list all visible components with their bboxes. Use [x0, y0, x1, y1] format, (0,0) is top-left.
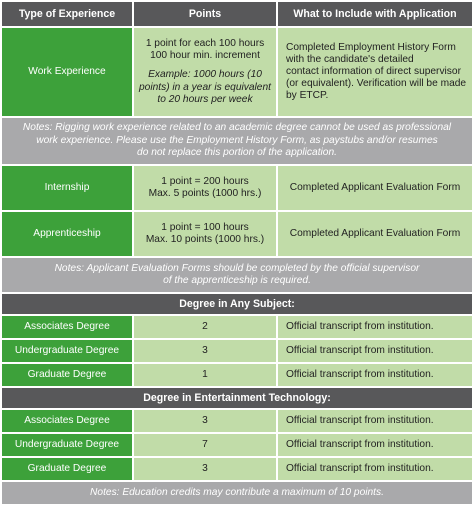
work-experience-points: [134, 28, 276, 116]
note1-line-2: work experience. Please use the Employment History Form, as paystubs and/or resumes: [36, 134, 438, 146]
table-row: [2, 434, 472, 456]
work-include-line-4: (or equivalent). Verification will be made: [286, 78, 467, 90]
note-education-credits: [2, 482, 472, 504]
work-example-line-2: points) in a year is equivalent: [139, 81, 271, 93]
degree-type: Associates Degree: [2, 316, 132, 338]
degree-type: Graduate Degree: [2, 458, 132, 480]
apprenticeship-points: [134, 212, 276, 256]
degree-type: Associates Degree: [2, 410, 132, 432]
apprenticeship-row: [2, 212, 472, 256]
degree-points: 3: [134, 458, 276, 480]
work-include-line-5: by ETCP.: [286, 90, 329, 102]
header-what-to-include: What to Include with Application: [278, 2, 472, 26]
degree-points: 3: [134, 340, 276, 362]
table-row: [2, 458, 472, 480]
degree-type: Undergraduate Degree: [2, 340, 132, 362]
degree-type: Undergraduate Degree: [2, 434, 132, 456]
internship-type: Internship: [2, 166, 132, 210]
degree-include: Official transcript from institution.: [278, 434, 472, 456]
note3-line-1: Notes: Education credits may contribute a maximum of 10 points.: [90, 486, 384, 498]
degree-points: 1: [134, 364, 276, 386]
header-row: [2, 2, 472, 26]
work-experience-row: [2, 28, 472, 116]
header-type-of-experience: Type of Experience: [2, 2, 132, 26]
degree-include: Official transcript from institution.: [278, 364, 472, 386]
note2-line-2: of the apprenticeship is required.: [163, 275, 311, 286]
degree-points: 2: [134, 316, 276, 338]
experience-points-table: [2, 2, 472, 510]
note2-line-1: Notes: Applicant Evaluation Forms should be completed by the official supervisor: [54, 262, 420, 274]
table-row: [2, 340, 472, 362]
degree-include: Official transcript from institution.: [278, 458, 472, 480]
apprenticeship-include: Completed Applicant Evaluation Form: [278, 212, 472, 256]
note1-line-1: Notes: Rigging work experience related to an academic degree cannot be used as professional: [22, 122, 452, 134]
table-row: [2, 364, 472, 386]
table-row: [2, 316, 472, 338]
apprenticeship-points-line-2: Max. 10 points (1000 hrs.): [145, 234, 265, 245]
work-example-line-3: to 20 hours per week: [157, 93, 253, 105]
degree-points: 7: [134, 434, 276, 456]
work-include-line-3: contact information of direct supervisor: [286, 65, 461, 77]
section-title-entertainment-technology: Degree in Entertainment Technology:: [2, 388, 472, 408]
work-points-line-1: 1 point for each 100 hours: [145, 38, 265, 50]
internship-row: [2, 166, 472, 210]
table-row: [2, 410, 472, 432]
note1-line-3: do not replace this portion of the application.: [137, 147, 337, 159]
header-points: Points: [134, 2, 276, 26]
work-experience-include: [278, 28, 472, 116]
degree-include: Official transcript from institution.: [278, 316, 472, 338]
apprenticeship-points-line-1: 1 point = 100 hours: [161, 221, 249, 233]
work-include-line-1: Completed Employment History Form: [286, 41, 456, 53]
note-work-experience: [2, 118, 472, 164]
section-title-any-subject: Degree in Any Subject:: [2, 294, 472, 314]
degree-points: 3: [134, 410, 276, 432]
degree-type: Graduate Degree: [2, 364, 132, 386]
internship-points-line-2: Max. 5 points (1000 hrs.): [148, 188, 262, 199]
work-points-line-2: 100 hour min. increment: [150, 50, 260, 62]
internship-points: [134, 166, 276, 210]
degree-include: Official transcript from institution.: [278, 410, 472, 432]
degree-include: Official transcript from institution.: [278, 340, 472, 362]
note-evaluation-forms: [2, 258, 472, 292]
work-experience-type: Work Experience: [2, 28, 132, 116]
internship-include: Completed Applicant Evaluation Form: [278, 166, 472, 210]
internship-points-line-1: 1 point = 200 hours: [161, 175, 249, 187]
work-include-line-2: with the candidate's detailed: [286, 53, 414, 65]
apprenticeship-type: Apprenticeship: [2, 212, 132, 256]
work-example-line-1: Example: 1000 hours (10: [148, 69, 262, 81]
